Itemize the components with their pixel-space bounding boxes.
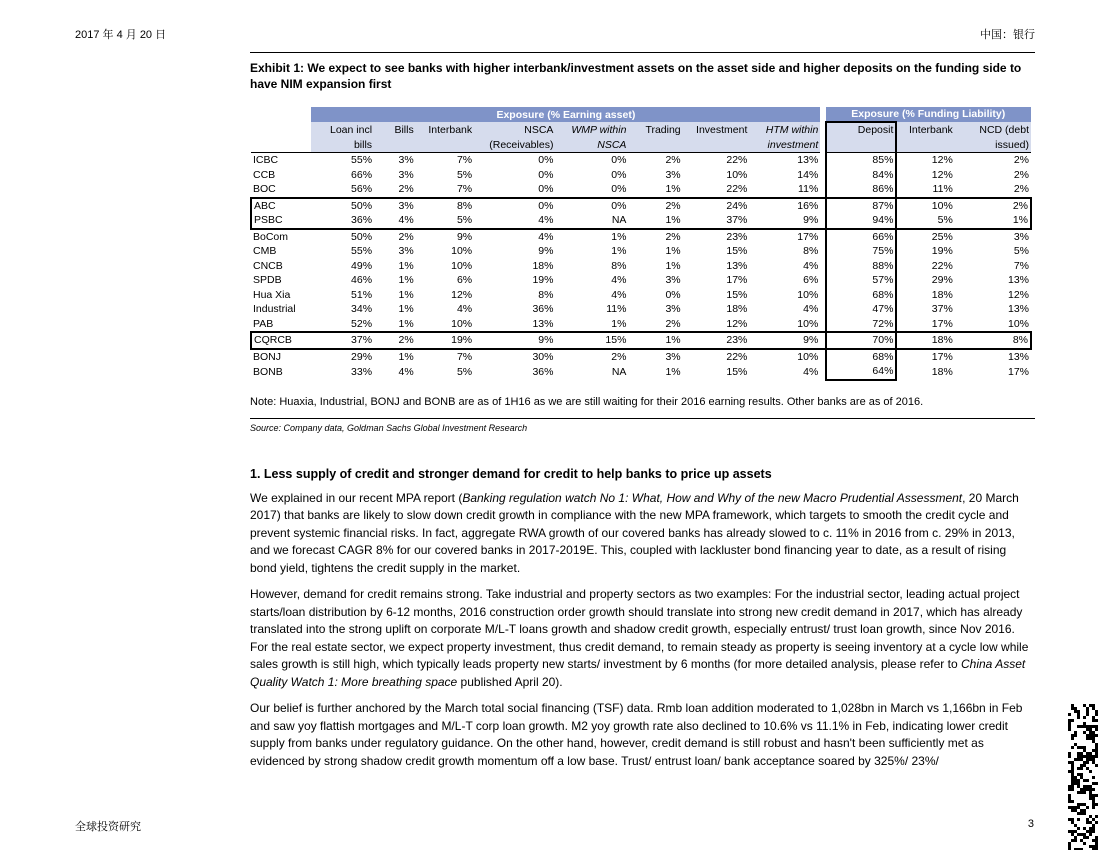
bank-name: SPDB xyxy=(253,274,282,286)
table-cell: 50% xyxy=(311,198,374,214)
table-cell: 29% xyxy=(931,274,953,286)
col-loan-sub: bills xyxy=(311,138,374,153)
table-cell: 10% xyxy=(797,288,819,301)
table-cell: 12% xyxy=(1007,288,1029,301)
table-cell: NA xyxy=(555,213,628,229)
table-cell: 11% xyxy=(932,183,953,195)
table-cell: 13% xyxy=(1007,303,1029,315)
col-interbank-funding: Interbank xyxy=(896,122,954,138)
table-cell: 2% xyxy=(955,198,1031,214)
deposit-cell: 70% xyxy=(826,332,897,349)
main-content xyxy=(250,52,1035,770)
table-cell: 15% xyxy=(726,365,748,378)
table-cell: 25% xyxy=(931,230,953,243)
table-cell: 2% xyxy=(398,230,414,243)
table-cell: 17% xyxy=(726,274,748,286)
table-cell: 18% xyxy=(726,303,748,315)
bank-name: Industrial xyxy=(253,303,296,315)
deposit-cell: 68% xyxy=(826,288,897,303)
table-cell: NA xyxy=(611,365,627,378)
table-cell: 4% xyxy=(611,274,627,286)
bank-name: CQRCB xyxy=(251,332,311,349)
col-ncd-sub: issued) xyxy=(955,138,1031,153)
col-ncd: NCD (debt xyxy=(955,122,1031,138)
deposit-cell: 66% xyxy=(826,229,897,245)
table-cell: 1% xyxy=(398,317,414,330)
table-cell: 17% xyxy=(797,230,819,243)
table-cell: 8% xyxy=(416,198,474,214)
table-cell: 4% xyxy=(803,259,819,272)
group-header-row xyxy=(251,107,1031,122)
footer-label: 全球投资研究 xyxy=(75,821,141,833)
bank-name: CNCB xyxy=(253,259,283,272)
deposit-cell: 86% xyxy=(826,182,897,198)
table-cell: 11% xyxy=(606,303,627,315)
table-cell: 37% xyxy=(683,213,750,229)
table-cell: 18% xyxy=(931,365,953,378)
deposit-cell: 87% xyxy=(826,198,897,214)
table-cell: 37% xyxy=(931,303,953,315)
column-header-row-2 xyxy=(251,138,1031,153)
table-cell: 2% xyxy=(374,332,416,349)
table-cell: 49% xyxy=(351,259,373,272)
table-row xyxy=(251,153,1031,168)
table-cell: 1% xyxy=(398,303,414,315)
table-cell: 18% xyxy=(532,259,554,272)
table-cell: 1% xyxy=(398,288,414,301)
bank-name: BONB xyxy=(253,365,283,378)
table-cell: 6% xyxy=(456,274,473,286)
bank-name: PAB xyxy=(253,317,274,330)
table-cell: 4% xyxy=(803,303,819,315)
exhibit-source: Source: Company data, Goldman Sachs Global Investment Research xyxy=(250,422,528,433)
table-cell: 10% xyxy=(1007,317,1029,330)
col-nsca: NSCA xyxy=(474,122,555,138)
table-cell: 1% xyxy=(611,245,627,257)
table-cell: 4% xyxy=(474,213,555,229)
table-cell: 7% xyxy=(456,350,473,363)
page-number: 3 xyxy=(1027,818,1034,830)
table-cell: 9% xyxy=(538,245,554,257)
table-cell: 0% xyxy=(611,154,627,166)
table-cell: 9% xyxy=(474,332,555,349)
column-header-row-1 xyxy=(251,122,1031,138)
table-cell: 2% xyxy=(1013,183,1029,195)
table-cell: 51% xyxy=(351,288,373,301)
bank-name: BOC xyxy=(253,183,276,195)
table-row xyxy=(251,332,1031,349)
deposit-cell: 57% xyxy=(826,273,897,288)
note-rule xyxy=(250,418,1035,419)
deposit-cell: 64% xyxy=(826,364,897,380)
group-funding-header: Exposure (% Funding Liability) xyxy=(826,107,1032,122)
table-cell: 1% xyxy=(611,317,627,330)
table-cell: 22% xyxy=(726,154,748,166)
col-trading: Trading xyxy=(628,122,682,138)
table-cell: 14% xyxy=(797,168,819,181)
table-cell: 17% xyxy=(1007,365,1029,378)
table-cell: 13% xyxy=(532,317,554,330)
table-cell: 36% xyxy=(311,213,374,229)
table-cell: 0% xyxy=(665,288,681,301)
table-row xyxy=(251,302,1031,317)
table-cell: 2% xyxy=(665,230,681,243)
paragraph-1: We explained in our recent MPA report (Banking regulation watch No 1: What, How and Why of the new Macro Prudential Assessment, 20 March 2017) that banks are likely to slow down credit growth in compliance with the new MPA framework, which targets to smooth the credit cycle and prevent systemic financial risks. In fact, aggregate RWA growth of our covered banks has already slowed to c. 11% in 2016 from c. 29% in 2013, and we forecast CAGR 8% for our covered banks in 2017-2019E. This, coupled with lackluster bond financing year to date, as a result of rising bond yield, tightens the credit supply in the market. xyxy=(250,490,1019,575)
table-cell: 19% xyxy=(416,332,474,349)
table-cell: 7% xyxy=(1013,259,1029,272)
col-loan: Loan incl xyxy=(311,122,374,138)
table-cell: 55% xyxy=(351,154,373,166)
table-cell: 3% xyxy=(1013,230,1029,243)
deposit-cell: 85% xyxy=(826,153,897,168)
table-cell: 4% xyxy=(374,213,416,229)
deposit-cell: 94% xyxy=(826,213,897,229)
table-cell: 8% xyxy=(538,288,554,301)
table-cell: 36% xyxy=(532,303,554,315)
col-htm-sub: investment xyxy=(749,138,820,153)
table-cell: 50% xyxy=(351,230,373,243)
table-cell: 46% xyxy=(351,274,373,286)
table-cell: 37% xyxy=(311,332,374,349)
table-cell: 3% xyxy=(665,350,681,363)
table-cell: 5% xyxy=(456,168,473,181)
table-cell: 30% xyxy=(532,350,554,363)
table-cell: 0% xyxy=(611,183,627,195)
table-cell: 5% xyxy=(456,365,473,378)
table-cell: 9% xyxy=(749,213,820,229)
table-cell: 34% xyxy=(351,303,373,315)
table-cell: 0% xyxy=(538,154,554,166)
table-cell: 2% xyxy=(628,198,682,214)
header-date: 2017 年 4 月 20 日 xyxy=(75,29,167,41)
col-interbank: Interbank xyxy=(416,122,474,138)
table-cell: 7% xyxy=(456,154,473,166)
table-cell: 3% xyxy=(398,245,414,257)
table-cell: 3% xyxy=(374,198,416,214)
table-cell: 22% xyxy=(726,350,748,363)
paragraph-3: Our belief is further anchored by the March total social financing (TSF) data. Rmb loan addition moderated to 1,028bn in March vs 1,166bn in Feb and saw yoy flattish mortgages and M/L-T corp loan growth. M2 yoy growth rate also declined to 10.6% vs 11.1% in Feb, indicating lower credit supply from banks under regulatory guidance. On the other hand, however, credit demand is still robust and hasn't been sufficiently met as evidenced by strong shadow credit growth momentum off a low base. Trust/ entrust loan/ bank acceptance soared by 325%/ 23%/ xyxy=(250,701,1023,768)
table-row xyxy=(251,168,1031,183)
table-cell: 0% xyxy=(555,198,628,214)
table-cell: 4% xyxy=(803,365,819,378)
table-row xyxy=(251,213,1031,229)
table-row xyxy=(251,317,1031,333)
table-cell: 0% xyxy=(474,198,555,214)
table-cell: 66% xyxy=(351,168,373,181)
table-cell: 8% xyxy=(803,245,819,257)
table-cell: 10% xyxy=(797,317,819,330)
bank-name: BoCom xyxy=(253,230,289,243)
table-cell: 15% xyxy=(726,245,748,257)
table-cell: 3% xyxy=(665,168,681,181)
exhibit-title: Exhibit 1: We expect to see banks with higher interbank/investment assets on the asset side and higher deposits on the funding side to have NIM expansion first xyxy=(250,61,1022,91)
header-section: 中国：银行 xyxy=(980,29,1035,41)
table-row xyxy=(251,198,1031,214)
group-asset-header: Exposure (% Earning asset) xyxy=(311,107,820,122)
table-cell: 2% xyxy=(1013,168,1029,181)
qr-code-icon xyxy=(1068,704,1098,850)
table-cell: 4% xyxy=(538,230,554,243)
table-cell: 2% xyxy=(1013,154,1029,166)
table-cell: 1% xyxy=(665,259,681,272)
deposit-cell: 75% xyxy=(826,244,897,259)
table-cell: 8% xyxy=(611,259,627,272)
bank-name: CCB xyxy=(253,168,276,181)
table-cell: 12% xyxy=(451,288,473,301)
table-row xyxy=(251,288,1031,303)
bank-name: PSBC xyxy=(251,213,311,229)
table-cell: 8% xyxy=(955,332,1031,349)
table-cell: 56% xyxy=(351,183,373,195)
table-cell: 10% xyxy=(797,350,819,363)
table-cell: 0% xyxy=(538,168,554,181)
table-row xyxy=(251,244,1031,259)
table-cell: 1% xyxy=(398,259,414,272)
table-cell: 23% xyxy=(683,332,750,349)
table-cell: 1% xyxy=(665,365,681,378)
table-body xyxy=(251,153,1031,380)
table-row xyxy=(251,349,1031,365)
table-cell: 19% xyxy=(931,245,953,257)
table-cell: 3% xyxy=(665,274,681,286)
table-cell: 6% xyxy=(803,274,819,286)
table-cell: 1% xyxy=(628,332,682,349)
table-row xyxy=(251,273,1031,288)
col-wmp: WMP within xyxy=(555,122,628,138)
table-cell: 4% xyxy=(456,303,473,315)
deposit-cell: 68% xyxy=(826,349,897,365)
col-htm: HTM within xyxy=(749,122,820,138)
bank-name: ICBC xyxy=(253,154,279,166)
exhibit-table xyxy=(250,107,1032,381)
table-cell: 2% xyxy=(611,350,627,363)
col-bills: Bills xyxy=(374,122,416,138)
table-cell: 5% xyxy=(416,213,474,229)
table-cell: 1% xyxy=(611,230,627,243)
bank-name: Hua Xia xyxy=(253,288,291,301)
top-rule xyxy=(250,52,1035,53)
table-cell: 33% xyxy=(351,365,373,378)
table-cell: 11% xyxy=(798,183,819,195)
table-cell: 10% xyxy=(451,245,473,257)
table-cell: 16% xyxy=(749,198,820,214)
table-cell: 10% xyxy=(726,168,748,181)
bank-name: BONJ xyxy=(253,350,282,363)
table-cell: 22% xyxy=(931,259,953,272)
table-cell: 5% xyxy=(1013,245,1029,257)
table-cell: 7% xyxy=(456,183,473,195)
section-title: 1. Less supply of credit and stronger demand for credit to help banks to price up assets xyxy=(250,466,772,481)
table-row xyxy=(251,182,1031,198)
table-cell: 1% xyxy=(398,274,414,286)
table-cell: 23% xyxy=(726,230,748,243)
table-cell: 4% xyxy=(611,288,627,301)
table-cell: 10% xyxy=(896,198,954,214)
table-cell: 15% xyxy=(726,288,748,301)
table-cell: 18% xyxy=(931,288,953,301)
table-cell: 3% xyxy=(398,154,414,166)
col-nsca-sub: (Receivables) xyxy=(474,138,555,153)
table-cell: 12% xyxy=(726,317,748,330)
table-row xyxy=(251,364,1031,380)
table-cell: 0% xyxy=(538,183,554,195)
paragraph-2: However, demand for credit remains strong. Take industrial and property sectors as two examples: For the industrial sector, leading actual project starts/loan distribution by 6-12 months, 2016 construction order growth should translate into strong new credit demand in 2017, which has already translated into the strong uplift on corporate M/L-T loans growth and shadow credit growth, especially entrust/ trust loan growth, since Nov 2016. For the real estate sector, we expect property investment, thus credit demand, to remain steady as property is seeing inventory at a cycle low while sales growth is still high, which typically leads property new starts/ investment by 6 months (for more detailed analysis, please refer to China Asset Quality Watch 1: More breathing space published April 20). xyxy=(250,587,1029,689)
table-cell: 1% xyxy=(665,245,681,257)
table-cell: 19% xyxy=(532,274,554,286)
deposit-cell: 88% xyxy=(826,259,897,274)
table-cell: 2% xyxy=(665,154,681,166)
col-wmp-sub: NSCA xyxy=(555,138,628,153)
table-cell: 1% xyxy=(398,350,414,363)
bank-name: CMB xyxy=(253,245,277,257)
table-cell: 3% xyxy=(398,168,414,181)
table-cell: 10% xyxy=(451,317,473,330)
table-cell: 1% xyxy=(628,213,682,229)
col-investment: Investment xyxy=(683,122,750,138)
col-deposit: Deposit xyxy=(826,122,897,138)
table-cell: 15% xyxy=(555,332,628,349)
table-cell: 13% xyxy=(1007,274,1029,286)
deposit-cell: 84% xyxy=(826,168,897,183)
table-cell: 17% xyxy=(931,350,953,363)
table-cell: 17% xyxy=(931,317,953,330)
table-cell: 13% xyxy=(1007,350,1029,363)
exhibit-note: Note: Huaxia, Industrial, BONJ and BONB are as of 1H16 as we are still waiting for their 2016 earning results. Other banks are as of 2016. xyxy=(250,395,924,408)
table-cell: 55% xyxy=(351,245,373,257)
table-cell: 2% xyxy=(665,317,681,330)
table-cell: 1% xyxy=(665,183,681,195)
table-cell: 24% xyxy=(683,198,750,214)
table-cell: 12% xyxy=(931,154,953,166)
table-cell: 4% xyxy=(398,365,414,378)
table-cell: 9% xyxy=(749,332,820,349)
table-cell: 29% xyxy=(351,350,373,363)
table-row xyxy=(251,229,1031,245)
table-cell: 10% xyxy=(451,259,473,272)
table-cell: 12% xyxy=(931,168,953,181)
table-cell: 13% xyxy=(726,259,748,272)
deposit-cell: 72% xyxy=(826,317,897,333)
table-cell: 1% xyxy=(955,213,1031,229)
table-cell: 52% xyxy=(351,317,373,330)
deposit-cell: 47% xyxy=(826,302,897,317)
table-cell: 5% xyxy=(896,213,954,229)
table-cell: 18% xyxy=(896,332,954,349)
table-cell: 2% xyxy=(398,183,414,195)
table-cell: 9% xyxy=(456,230,473,243)
table-cell: 36% xyxy=(532,365,554,378)
table-cell: 3% xyxy=(665,303,681,315)
table-cell: 13% xyxy=(797,154,819,166)
table-cell: 22% xyxy=(726,183,748,195)
bank-name: ABC xyxy=(251,198,311,214)
table-row xyxy=(251,259,1031,274)
table-cell: 0% xyxy=(611,168,627,181)
